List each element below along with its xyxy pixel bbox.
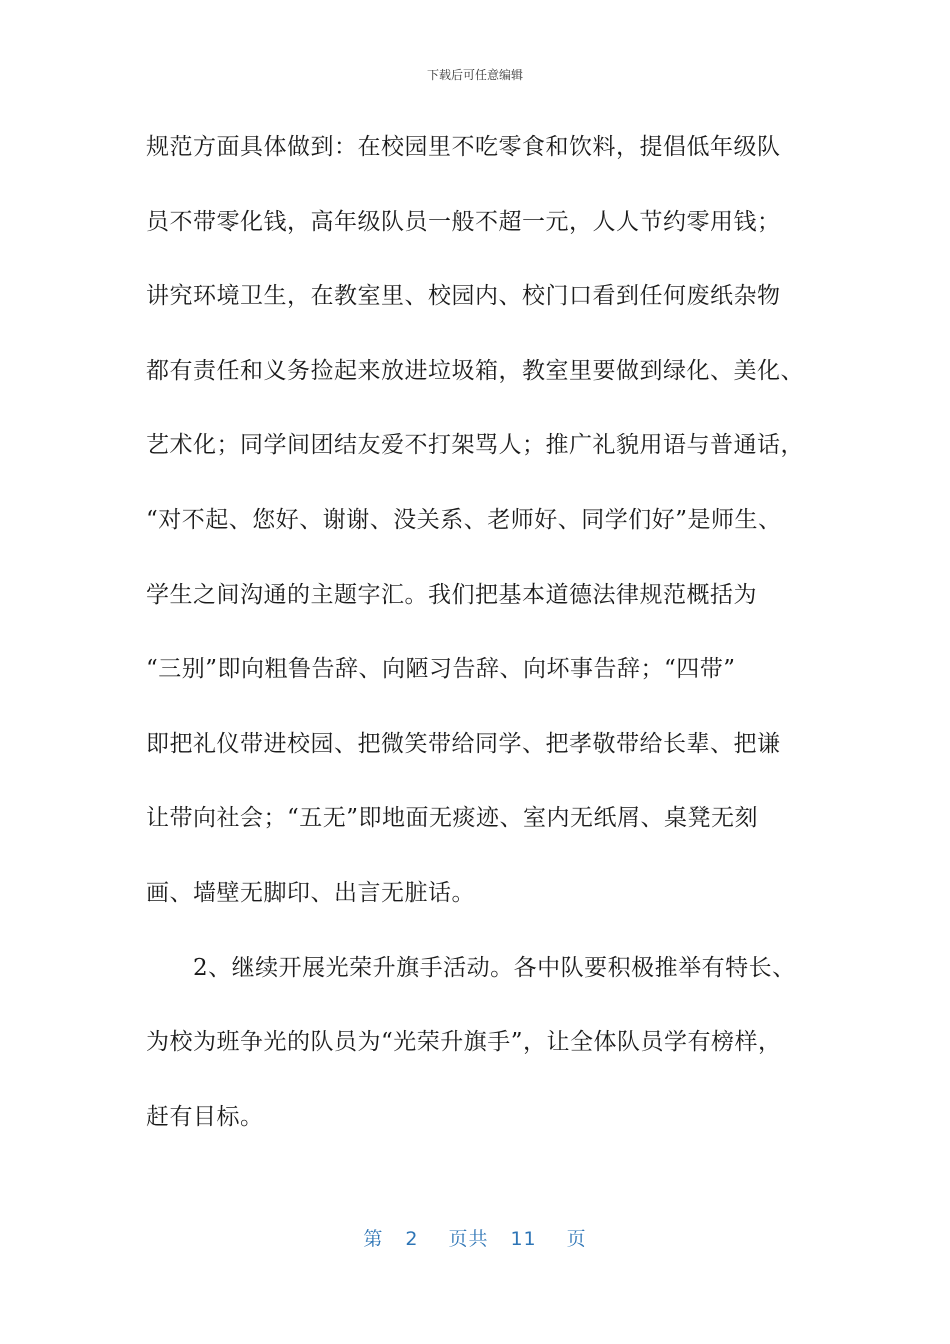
body-line: 画、墙壁无脚印、出言无脏话。 <box>146 879 475 906</box>
body-line: 规范方面具体做到：在校园里不吃零食和饮料，提倡低年级队 <box>146 134 781 160</box>
footer-suffix: 页 <box>566 1228 587 1250</box>
footer-total-pages: 11 <box>510 1228 537 1250</box>
body-line: 都有责任和义务捡起来放进垃圾箱，教室里要做到绿化、美化、 <box>146 357 804 384</box>
page-footer <box>0 1224 950 1251</box>
footer-prefix: 第 <box>363 1228 384 1250</box>
document-body <box>146 122 826 1166</box>
body-line: 讲究环境卫生，在教室里、校园内、校门口看到任何废纸杂物 <box>146 283 781 310</box>
body-line: 2、继续开展光荣升旗手活动。各中队要积极推举有特长、 <box>146 954 796 981</box>
body-line: 员不带零化钱，高年级队员一般不超一元，人人节约零用钱； <box>146 208 781 235</box>
body-line: “三别”即向粗鲁告辞、向陋习告辞、向坏事告辞；“四带” <box>146 656 736 683</box>
page-header: 下载后可任意编辑 <box>426 68 523 82</box>
body-line: 艺术化；同学间团结友爱不打架骂人；推广礼貌用语与普通话， <box>146 432 804 459</box>
body-line: 让带向社会；“五无”即地面无痰迹、室内无纸屑、桌凳无刻 <box>146 805 759 832</box>
body-line: 为校为班争光的队员为“光荣升旗手”，让全体队员学有榜样， <box>146 1029 782 1056</box>
body-line: 学生之间沟通的主题字汇。我们把基本道德法律规范概括为 <box>146 581 757 608</box>
footer-page-number: 2 <box>405 1228 419 1250</box>
body-line: “对不起、您好、谢谢、没关系、老师好、同学们好”是师生、 <box>146 506 782 533</box>
footer-middle: 页共 <box>448 1228 489 1250</box>
body-line: 赶有目标。 <box>146 1103 264 1130</box>
body-line: 即把礼仪带进校园、把微笑带给同学、把孝敬带给长辈、把谦 <box>146 730 781 757</box>
